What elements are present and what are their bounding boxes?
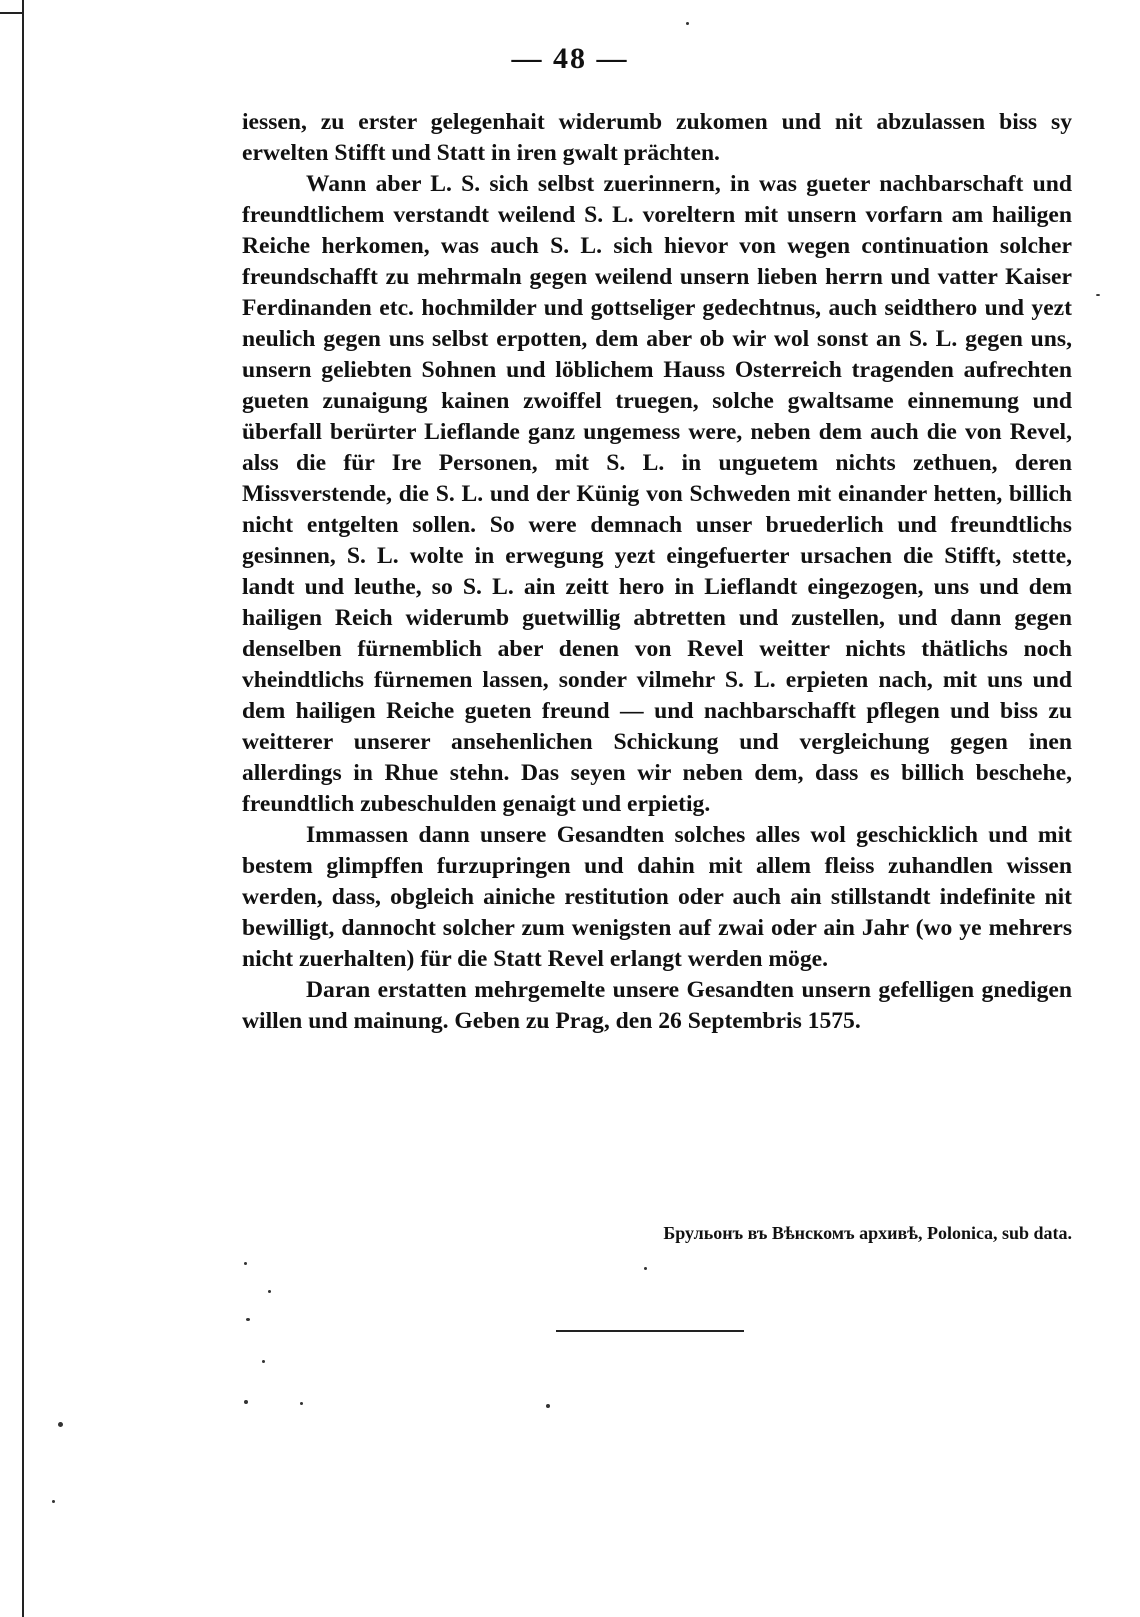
scan-speck bbox=[246, 1318, 250, 1321]
scan-speck bbox=[262, 1360, 265, 1363]
paragraph-3: Immassen dann unsere Gesandten solches alles wol geschicklich und mit bestem glimpffen furzupringen und dahin mit allem fleiss zuhandlen wissen werden, dass, obgleich ainiche restitution oder auch ain stillstandt indefinite nit bewilligt, dannocht solcher zum wenigsten auf zwai oder ain Jahr (wo ye mehrers nicht zuerhalten) für die Statt Revel erlangt werden möge. bbox=[242, 822, 1072, 972]
scan-speck bbox=[58, 1422, 63, 1427]
scan-speck bbox=[244, 1400, 248, 1404]
end-rule bbox=[556, 1330, 744, 1332]
scan-speck bbox=[686, 22, 689, 25]
paragraph-4: Daran erstatten mehrgemelte unsere Gesandten unsern gefelligen gnedigen willen und mainung. Geben zu Prag, den 26 Septembris 1575. bbox=[242, 977, 1072, 1034]
scan-speck bbox=[300, 1402, 303, 1405]
scan-speck bbox=[546, 1404, 550, 1408]
scan-border-line bbox=[22, 0, 24, 1617]
scan-speck bbox=[244, 1262, 247, 1265]
paragraph-2: Wann aber L. S. sich selbst zuerinnern, in was gueter nachbarschaft und freundtlichem verstandt weilend S. L. voreltern mit unsern vorfarn am hailigen Reiche herkomen, was auch S. L. sich hievor von wegen continuation solcher freundschafft zu mehrmaln gegen weilend unsern lieben herrn und vatter Kaiser Ferdinanden etc. hochmilder und gottseliger gedechtnus, auch seidthero und yezt neulich gegen uns selbst erpotten, dem aber ob wir wol sonst an S. L. gegen uns, unsern geliebten Sohnen und löblichem Hauss Osterreich tragenden aufrechten gueten zunaigung kainen zwoiffel truegen, solche gwaltsame einnemung und überfall berürter Lieflande ganz ungemess were, neben dem auch die von Revel, alss die für Ire Personen, mit S. L. in unguetem nichts zethuen, deren Missverstende, die S. L. und der Künig von Schweden mit einander hetten, billich nicht entgelten sollen. So were demnach unser bruederlich und freundtlichs gesinnen, S. L. wolte in erwegung yezt eingefuerter ursachen die Stifft, stette, landt und leuthe, so S. L. ain zeitt hero in Lieflandt eingezogen, uns und dem hailigen Reich widerumb guetwillig abtretten und zustellen, und dann gegen denselben fürnemblich aber denen von Revel weitter nichts thätlichs noch vheindtlichs fürnemen lassen, sonder vilmehr S. L. erpieten nach, mit uns und dem hailigen Reiche gueten freund — und nachbarschafft pflegen und biss zu weitterer unserer ansehenlichen Schickung und vergleichung gegen inen allerdings in Rhue stehn. Das seyen wir neben dem, dass es billich beschehe, freundtlich zubeschulden genaigt und erpietig. bbox=[242, 171, 1072, 817]
archive-citation: Брульонъ въ Вѣнскомъ архивѣ, Polonica, sub data. bbox=[663, 1223, 1072, 1243]
page-number: — 48 — bbox=[511, 42, 629, 75]
document-body bbox=[242, 107, 1072, 1037]
scan-speck bbox=[644, 1267, 647, 1270]
scan-speck bbox=[1096, 294, 1100, 296]
scan-speck bbox=[268, 1290, 271, 1293]
scan-corner-mark bbox=[0, 12, 24, 14]
scan-speck bbox=[52, 1500, 55, 1503]
paragraph-1: iessen, zu erster gelegenhait widerumb zukomen und nit abzulassen biss sy erwelten Stifft und Statt in iren gwalt prächten. bbox=[242, 109, 1072, 166]
